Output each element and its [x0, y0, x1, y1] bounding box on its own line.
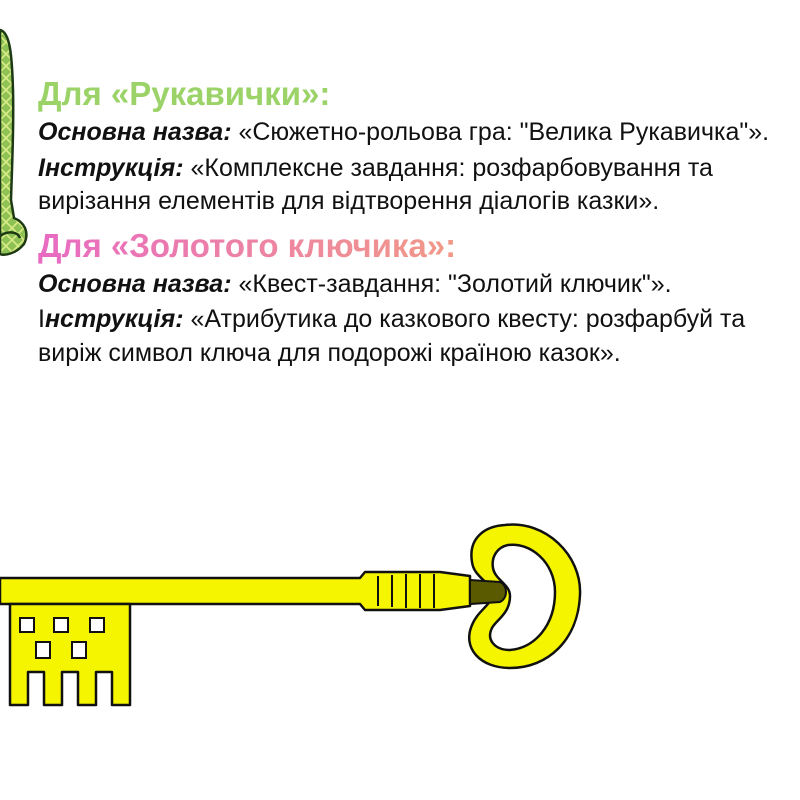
main-title-label: Основна назва:	[38, 118, 232, 146]
golden-key-illustration	[0, 505, 800, 720]
main-title-text: «Сюжетно-рольова гра: "Велика Рукавичка"».	[231, 118, 770, 146]
section-heading-zolotyi-klyuchyk: Для «Золотого ключика»:	[38, 226, 800, 266]
section-heading-rukavychky: Для «Рукавички»:	[38, 75, 331, 112]
main-title-paragraph	[38, 266, 800, 302]
instruction-paragraph	[38, 150, 800, 219]
main-title-label: Основна назва:	[38, 269, 232, 298]
instruction-prefix: І	[38, 305, 45, 333]
main-title-text: «Квест-завдання: "Золотий ключик"».	[231, 269, 672, 298]
main-title-paragraph	[38, 114, 800, 150]
instruction-label: Інструкція:	[38, 153, 184, 182]
instruction-paragraph	[38, 301, 800, 370]
instruction-text: «Комплексне завдання: розфарбовування та вирізання елементів для відтворення діалогів казки».	[38, 153, 713, 215]
instruction-label: нструкція:	[44, 305, 184, 333]
text-content	[38, 74, 800, 370]
instruction-text: «Атрибутика до казкового квесту: розфарбуй та виріж символ ключа для подорожі країною казок».	[38, 305, 746, 367]
